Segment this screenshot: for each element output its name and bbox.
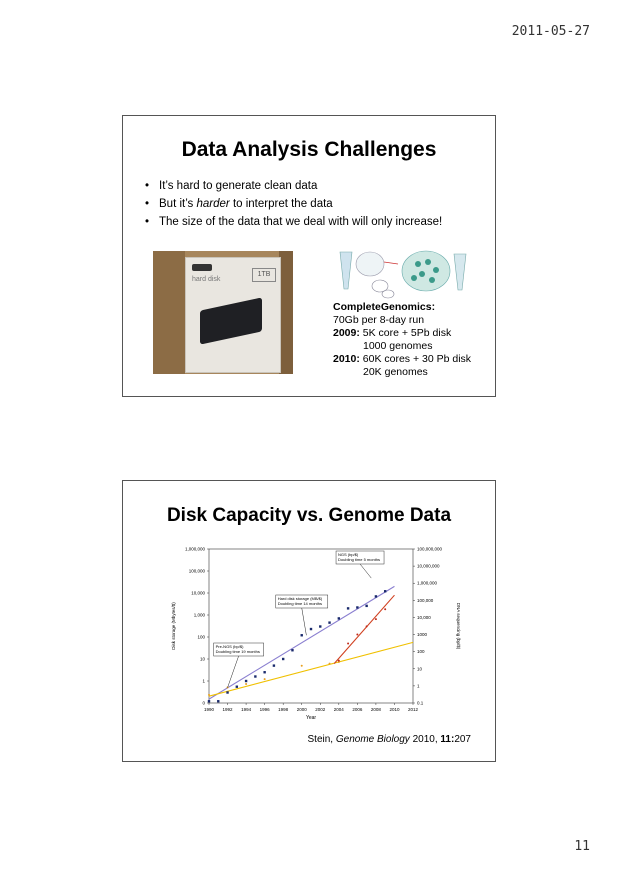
data-point-disk — [338, 617, 340, 619]
data-point-pre-ngs — [208, 694, 210, 696]
y-right-tick-label: 100,000,000 — [417, 546, 443, 552]
y-left-tick-label: 1 — [202, 678, 205, 684]
data-point-ngs — [338, 660, 340, 662]
x-tick-label: 2002 — [315, 707, 326, 712]
data-point-ngs — [347, 643, 349, 645]
annotation-pointer — [360, 564, 371, 578]
x-tick-label: 2006 — [352, 707, 363, 712]
annotation-title: Hard disk storage (MB/$) — [277, 596, 323, 601]
x-tick-label: 2012 — [407, 707, 419, 712]
bullet-item: • It’s hard to generate clean data — [145, 180, 495, 192]
y-left-axis-label: Disk storage (Mbytes/$) — [171, 602, 176, 650]
trend-line — [334, 595, 394, 663]
y-right-tick-label: 0.1 — [417, 700, 424, 706]
x-axis-label: Year — [305, 715, 317, 721]
data-point-disk — [282, 658, 284, 660]
capacity-badge: 1TB — [252, 268, 276, 282]
data-point-ngs — [356, 634, 358, 636]
y-right-tick-label: 10,000,000 — [417, 563, 440, 569]
x-tick-label: 2000 — [296, 707, 307, 712]
complete-genomics-illustration — [338, 244, 473, 299]
citation: Stein, Genome Biology 2010, 11:207 — [307, 734, 471, 745]
data-point-pre-ngs — [329, 663, 331, 665]
data-point-disk — [254, 675, 256, 677]
slide-title: Disk Capacity vs. Genome Data — [166, 505, 452, 526]
y-left-tick-label: 100 — [197, 634, 205, 640]
x-tick-label: 2004 — [333, 707, 344, 712]
data-point-disk — [208, 700, 210, 702]
y-left-tick-label: 10 — [199, 656, 205, 662]
data-point-disk — [263, 671, 265, 673]
complete-genomics-stats: CompleteGenomics: 70Gb per 8-day run 2009: 5K core + 5Pb disk 1000 genomes 2010: 60K cores + 30 Pb disk 20K genomes — [333, 301, 472, 378]
y-right-tick-label: 10 — [417, 666, 423, 672]
data-point-disk — [217, 700, 219, 702]
annotation-subtitle: Doubling time 14 months — [277, 601, 323, 606]
data-point-ngs — [375, 618, 377, 620]
x-tick-label: 2010 — [389, 707, 400, 712]
y-right-tick-label: 1 — [417, 683, 420, 689]
y-left-tick-label: 10,000 — [191, 590, 205, 596]
product-box — [185, 257, 281, 373]
slide-data-analysis-challenges — [122, 115, 496, 397]
emphasis: harder — [196, 198, 230, 210]
data-point-disk — [226, 691, 228, 693]
y-left-tick-label: 1,000,000 — [184, 546, 205, 552]
annotation-subtitle: Doubling time 5 months — [338, 557, 381, 562]
stats-heading: CompleteGenomics: — [333, 301, 436, 313]
data-point-disk — [245, 680, 247, 682]
data-point-pre-ngs — [245, 683, 247, 685]
bullet-item: • The size of the data that we deal with will only increase! — [145, 216, 495, 228]
y-right-axis-label: DNA sequencing (bp/$) — [456, 602, 461, 650]
y-right-tick-label: 1,000,000 — [417, 580, 438, 586]
y-right-tick-label: 100 — [417, 649, 425, 655]
slide-title: Data Analysis Challenges — [181, 138, 437, 161]
y-right-tick-label: 10,000 — [417, 614, 431, 620]
y-left-tick-label: 0 — [202, 700, 205, 706]
data-point-pre-ngs — [264, 678, 266, 680]
data-point-disk — [291, 649, 293, 651]
data-point-pre-ngs — [301, 665, 303, 667]
hard-disk-box-photo — [153, 251, 293, 374]
annotation-subtitle: Doubling time 19 months — [215, 649, 260, 654]
disk-vs-genome-chart — [171, 543, 461, 728]
y-right-tick-label: 1000 — [417, 632, 428, 638]
bullet-item: • But it’s harder to interpret the data — [145, 198, 495, 210]
bullet-list — [145, 180, 495, 228]
annotation-pointer — [228, 656, 239, 688]
x-tick-label: 1990 — [203, 707, 215, 712]
annotation-title: NGS (bp/$) — [338, 552, 359, 557]
data-point-disk — [273, 664, 275, 666]
box-label: hard disk — [192, 276, 221, 283]
data-point-disk — [384, 590, 386, 592]
x-tick-label: 1994 — [241, 707, 252, 712]
x-tick-label: 2008 — [370, 707, 381, 712]
print-date: 2011-05-27 — [511, 24, 590, 39]
x-tick-label: 1998 — [278, 707, 289, 712]
annotation-title: Pre-NGS (bp/$) — [215, 644, 244, 649]
y-right-tick-label: 100,000 — [417, 597, 434, 603]
drive-image — [200, 297, 262, 344]
annotation-pointer — [302, 608, 307, 635]
data-point-ngs — [384, 608, 386, 610]
x-tick-label: 1992 — [222, 707, 233, 712]
brand-logo — [192, 264, 212, 271]
data-point-disk — [310, 628, 312, 630]
x-tick-label: 1996 — [259, 707, 270, 712]
data-point-disk — [347, 607, 349, 609]
data-point-disk — [319, 625, 321, 627]
page-number: 11 — [574, 839, 590, 854]
data-point-disk — [365, 605, 367, 607]
data-point-disk — [356, 606, 358, 608]
data-point-disk — [328, 621, 330, 623]
slide-disk-capacity-vs-genome-data — [122, 480, 496, 762]
data-point-ngs — [366, 625, 368, 627]
data-point-disk — [375, 595, 377, 597]
y-left-tick-label: 1,000 — [193, 612, 205, 618]
y-left-tick-label: 100,000 — [188, 568, 205, 574]
data-point-disk — [301, 634, 303, 636]
data-point-disk — [236, 686, 238, 688]
